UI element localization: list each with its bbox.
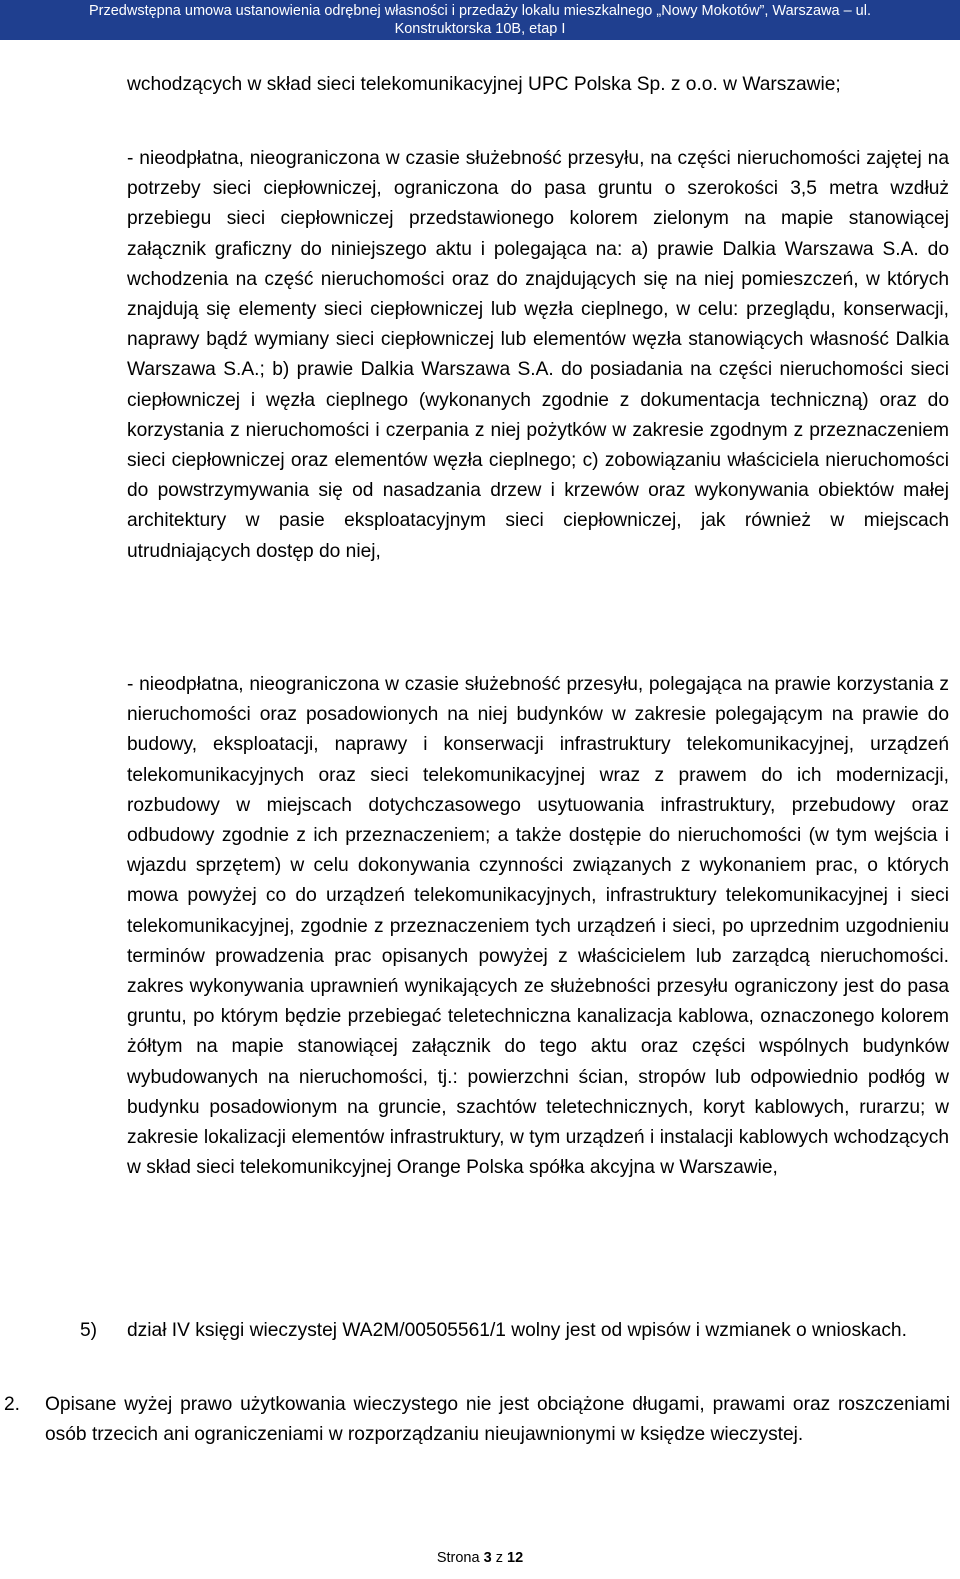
header-line-1: Przedwstępna umowa ustanowienia odrębnej własności i przedaży lokalu mieszkalnego „Nowy Mokotów”, Warszawa – ul. [88,3,872,19]
document-header [0,0,960,40]
list-item-2 [4,1390,950,1484]
page-separator: z [495,1550,503,1566]
intro-paragraph: wchodzących w skład sieci telekomunikacyjnej UPC Polska Sp. z o.o. w Warszawie; [127,74,841,95]
list-item-text: Opisane wyżej prawo użytkowania wieczystego nie jest obciążone długami, prawami oraz roszczeniami osób trzecich ani ograniczeniami w rozporządzaniu nieujawnionymi w księdze wieczystej. [45,1394,950,1446]
heat-easement-paragraph: - nieodpłatna, nieograniczona w czasie służebność przesyłu, na części nieruchomości zajętej na potrzeby sieci ciepłowniczej, ograniczona do pasa gruntu o szerokości 3,5 metra wzdłuż przebiegu sieci ciepłowniczej przedstawionego kolorem zielonym na mapie stanowiącej załącznik graficzny do niniejszego aktu i polegająca na: a) prawie Dalkia Warszawa S.A. do wchodzenia na część nieruchomości oraz do znajdujących się na niej pomieszczeń, w których znajdują się elementy sieci ciepłowniczej lub węzła cieplnego, w celu: przeglądu, konserwacji, naprawy bądź wymiany sieci ciepłowniczej lub elementów węzła stanowiących własność Dalkia Warszawa S.A.; b) prawie Dalkia Warszawa S.A. do posiadania na części nieruchomości sieci ciepłowniczej i węzła cieplnego (wykonanych zgodnie z dokumentacja techniczną) oraz do korzystania z nieruchomości i czerpania z niej pożytków w zakresie zgodnym z przeznaczeniem sieci ciepłowniczej oraz elementów węzła cieplnego; c) zobowiązaniu właściciela nieruchomości do powstrzymywania się od nasadzania drzew i krzewów oraz wykonywania obiektów małej architektury w pasie eksploatacyjnym sieci ciepłowniczej, jak również w miejscach utrudniających dostęp do niej, [127,148,949,562]
page-footer [0,1548,960,1568]
list-item-5 [80,1316,950,1380]
telecom-easement-paragraph: - nieodpłatna, nieograniczona w czasie służebność przesyłu, polegająca na prawie korzystania z nieruchomości oraz posadowionych na niej budynków w zakresie polegającym na prawie do budowy, eksploatacji, naprawy i konserwacji infrastruktury telekomunikacyjnej, urządzeń telekomunikacyjnych oraz sieci telekomunikacyjnej wraz z prawem do ich modernizacji, rozbudowy w miejscach dotychczasowego usytuowania infrastruktury, przebudowy oraz odbudowy zgodnie z ich przeznaczeniem; a także dostępie do nieruchomości (w tym wejścia i wjazdu sprzętem) w celu dokonywania czynności związanych z wykonaniem prac, o których mowa powyżej co do urządzeń telekomunikacyjnych, infrastruktury telekomunikacyjnej i sieci telekomunikacyjnej, zgodnie z przeznaczeniem tych urządzeń i sieci, po uprzednim uzgodnieniu terminów prowadzenia prac opisanych powyżej z właścicielem lub zarządcą nieruchomości. zakres wykonywania uprawnień wynikających ze służebności przesyłu ograniczony jest do pasa gruntu, po którym będzie przebiegać teletechniczna kanalizacja kablowa, oznaczonego kolorem żółtym na mapie stanowiącej załącznik do tego aktu oraz części wspólnych budynków wybudowanych na nieruchomości, tj.: powierzchni ścian, stropów lub odpowiednio podłóg w budynku posadowionym na gruncie, szachtów teletechnicznych, koryt kablowych, rurarzu; w zakresie lokalizacji elementów infrastruktury, w tym urządzeń i instalacji kablowych wchodzących w skład sieci telekomunikcyjnej Orange Polska spółka akcyjna w Warszawie, [127,674,949,1179]
header-line-2: Konstruktorska 10B, etap I [394,21,566,37]
page-label: Strona [436,1550,480,1566]
list-item-text: dział IV księgi wieczystej WA2M/00505561/1 wolny jest od wpisów i wzmianek o wnioskach. [127,1320,907,1341]
current-page-number: 3 [483,1550,492,1566]
total-pages-number: 12 [507,1550,524,1566]
list-item-number: 5) [80,1320,98,1341]
list-item-number: 2. [4,1394,21,1415]
